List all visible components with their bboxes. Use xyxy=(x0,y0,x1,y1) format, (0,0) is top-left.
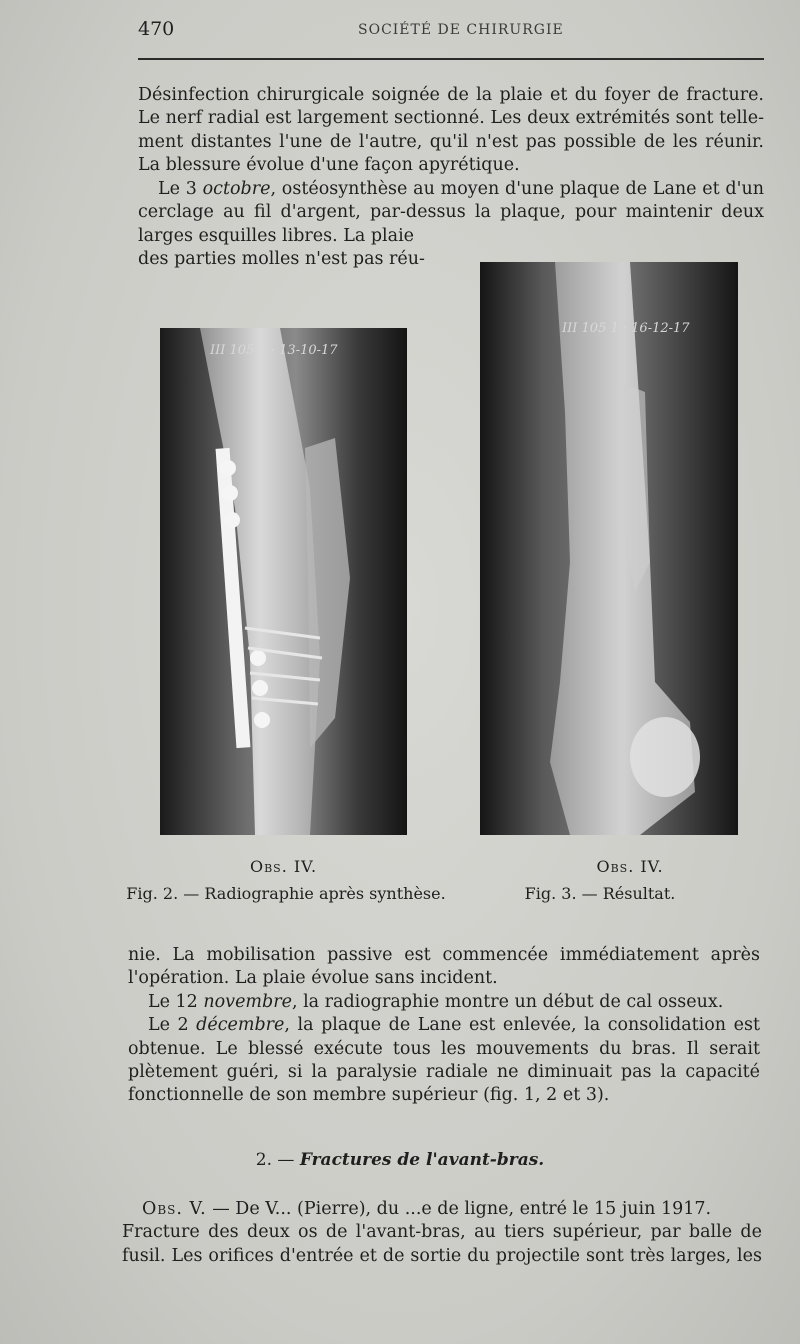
text-line: nie. La mobilisation passive est commencée immédiatement après xyxy=(128,945,760,965)
text-line: La blessure évolue d'une façon apyrétique. xyxy=(138,155,520,176)
paragraph-2 xyxy=(138,178,764,272)
text-fragment: , la radiographie montre un début de cal osseux. xyxy=(291,991,724,1012)
obs-label: Obs. V. xyxy=(142,1199,207,1219)
section-number: 2. — xyxy=(255,1150,300,1170)
text-fragment: — De V... (Pierre), du ...e de ligne, entré le 15 juin 1917. xyxy=(206,1199,712,1219)
text-line: fusil. Les orifices d'entrée et de sortie du projectile sont très larges, les xyxy=(122,1245,762,1266)
film-mark: III 105 1 · 13-10-17 xyxy=(210,343,338,358)
text-line: fonctionnelle de son membre supérieur (fig. 1, 2 et 3). xyxy=(128,1085,610,1106)
text-line xyxy=(128,991,760,1014)
text-fragment: , la plaque de Lane est enlevée, la consolidation est xyxy=(284,1015,760,1036)
text-fragment: , ostéosynthèse au moyen d'une plaque de Lane et d'un xyxy=(270,179,764,199)
paragraph-1 xyxy=(138,84,764,178)
figure-2-obs-label xyxy=(160,857,407,876)
text-line xyxy=(122,1198,762,1221)
text-line: ment distantes l'une de l'autre, qu'il n'est pas possible de les réunir. xyxy=(138,131,764,152)
text-line: plètement guéri, si la paralysie radiale ne diminuait pas la capacité xyxy=(128,1061,760,1082)
page-header xyxy=(138,18,760,48)
text-line xyxy=(128,1014,760,1037)
text-line xyxy=(138,178,764,201)
obs-label: Obs. IV. xyxy=(249,857,318,876)
text-line: l'opération. La plaie évolue sans incident. xyxy=(128,968,498,989)
text-line: cerclage au fil d'argent, par-dessus la plaque, pour maintenir deux xyxy=(138,202,764,223)
figure-3-caption: Fig. 3. — Résultat. xyxy=(524,884,676,903)
figure-2-caption: Fig. 2. — Radiographie après synthèse. xyxy=(126,884,446,903)
figure-3-radiograph xyxy=(480,262,738,835)
date-italic: novembre xyxy=(203,991,292,1012)
obs-label: Obs. IV. xyxy=(596,857,664,876)
paragraph-4 xyxy=(122,1198,762,1268)
figure-3-obs-label xyxy=(530,857,730,876)
date-italic: octobre xyxy=(202,179,271,199)
section-heading xyxy=(0,1150,800,1170)
running-head: SOCIÉTÉ DE CHIRURGIE xyxy=(358,22,564,38)
page-number: 470 xyxy=(138,18,175,40)
text-fragment: Le 3 xyxy=(158,179,203,199)
text-line: Le nerf radial est largement sectionné. Les deux extrémités sont telle- xyxy=(138,108,764,129)
text-line: larges esquilles libres. La plaie xyxy=(138,225,415,246)
text-line: Désinfection chirurgicale soignée de la plaie et du foyer de fracture. xyxy=(138,85,764,105)
date-italic: décembre xyxy=(196,1015,285,1036)
film-mark: III 105 1 · 16-12-17 xyxy=(562,321,690,336)
header-rule xyxy=(138,58,764,60)
section-title: Fractures de l'avant-bras. xyxy=(299,1150,545,1170)
paragraph-3 xyxy=(128,944,760,1108)
text-fragment: Le 2 xyxy=(148,1015,197,1036)
text-fragment: Le 12 xyxy=(148,991,204,1012)
figure-2-radiograph xyxy=(160,328,407,835)
text-line: obtenue. Le blessé exécute tous les mouvements du bras. Il serait xyxy=(128,1038,760,1059)
text-line: des parties molles n'est pas réu- xyxy=(138,249,425,270)
text-line: Fracture des deux os de l'avant-bras, au tiers supérieur, par balle de xyxy=(122,1222,762,1243)
